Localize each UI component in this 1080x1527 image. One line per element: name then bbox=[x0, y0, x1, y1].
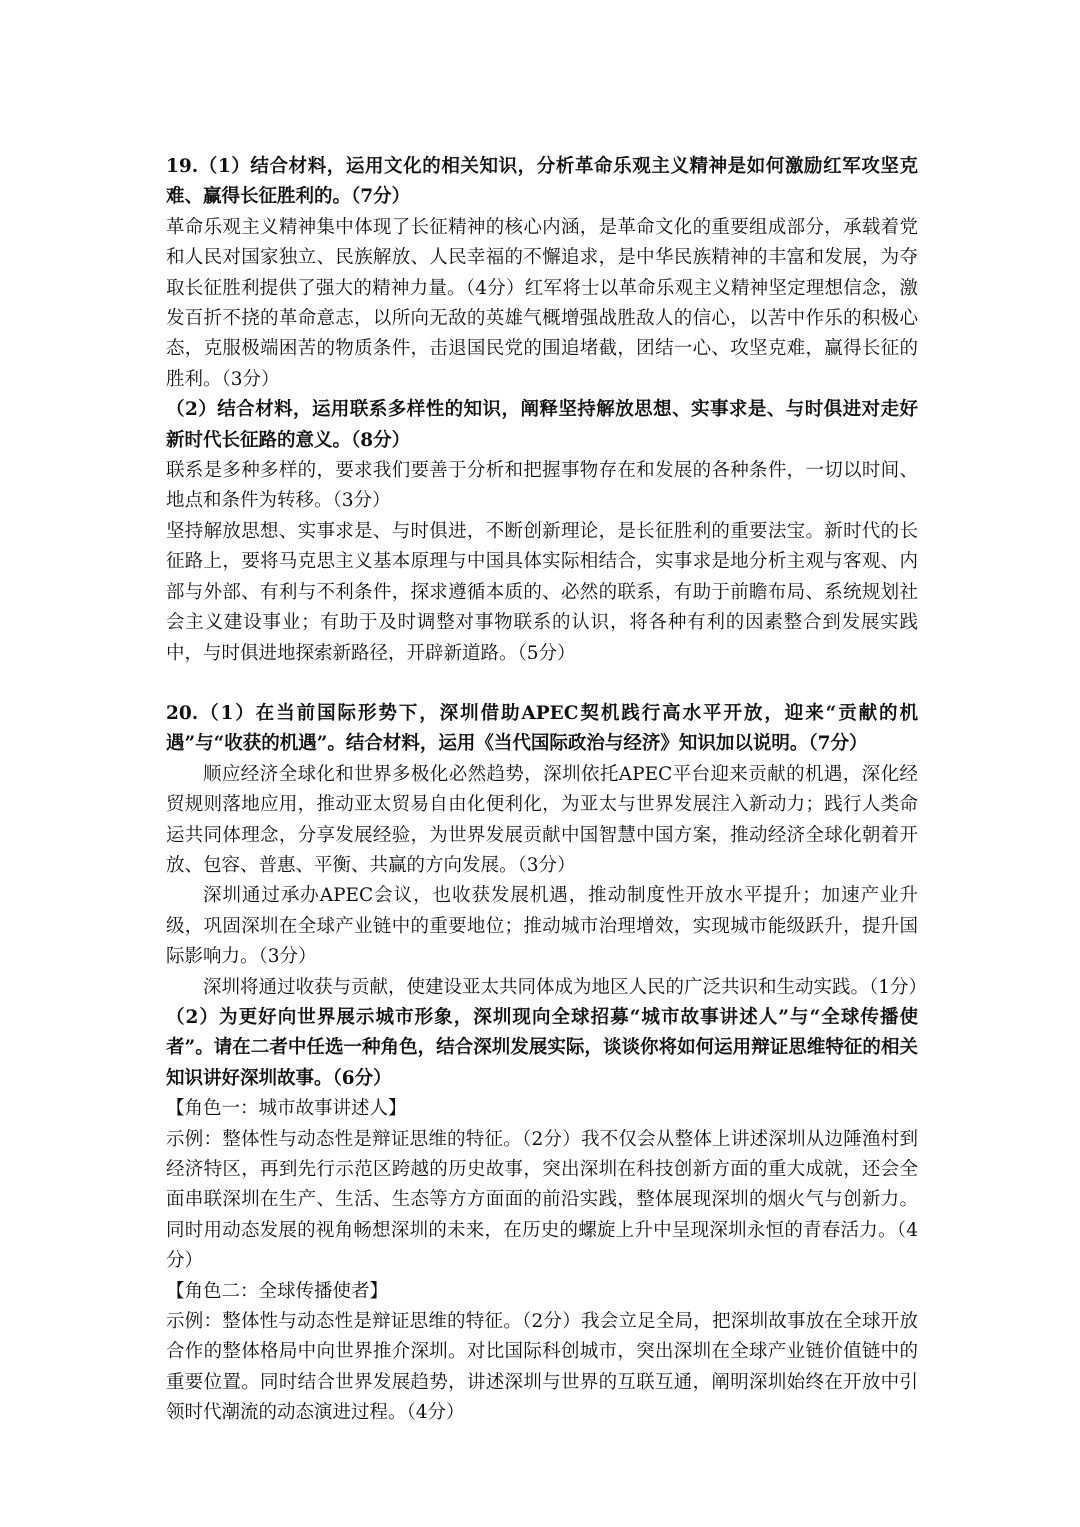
q19-part2-question: （2）结合材料，运用联系多样性的知识，阐释坚持解放思想、实事求是、与时俱进对走好新时代长征路的意义。（8分） bbox=[166, 399, 918, 451]
q19-part1-question: 19.（1）结合材料，运用文化的相关知识，分析革命乐观主义精神是如何激励红军攻坚克难、赢得长征胜利的。（7分） bbox=[166, 156, 918, 208]
question-20 bbox=[166, 699, 928, 1429]
q20-part1-answer-1: 顺应经济全球化和世界多极化必然趋势，深圳依托APEC平台迎来贡献的机遇，深化经贸规则落地应用，推动亚太贸易自由化便利化，为亚太与世界发展注入新动力；践行人类命运共同体理念，分享发展经验，为世界发展贡献中国智慧中国方案，推动经济全球化朝着开放、包容、普惠、平衡、共赢的方向发展。（3分） bbox=[166, 763, 918, 876]
q19-part2-answer-1: 联系是多种多样的，要求我们要善于分析和把握事物存在和发展的各种条件，一切以时间、地点和条件为转移。（3分） bbox=[166, 460, 918, 512]
q19-part2-answer-2: 坚持解放思想、实事求是、与时俱进，不断创新理论，是长征胜利的重要法宝。新时代的长征路上，要将马克思主义基本原理与中国具体实际相结合，实事求是地分析主观与客观、内部与外部、有利与不利条件，探求遵循本质的、必然的联系，有助于前瞻布局、系统规划社会主义建设事业；有助于及时调整对事物联系的认识，将各种有利的因素整合到发展实践中，与时俱进地探索新路径，开辟新道路。（5分） bbox=[166, 520, 918, 664]
role2-answer: 示例：整体性与动态性是辩证思维的特征。（2分）我会立足全局，把深圳故事放在全球开放合作的整体格局中向世界推介深圳。对比国际科创城市，突出深圳在全球产业链价值链中的重要位置。同时结合世界发展趋势，讲述深圳与世界的互联互通，阐明深圳始终在开放中引领时代潮流的动态演进过程。（4分） bbox=[166, 1311, 918, 1424]
role1-title: 【角色一：城市故事讲述人】 bbox=[166, 1098, 407, 1120]
role1-answer: 示例：整体性与动态性是辩证思维的特征。（2分）我不仅会从整体上讲述深圳从边陲渔村到经济特区，再到先行示范区跨越的历史故事，突出深圳在科技创新方面的重大成就，还会全面串联深圳在生产、生活、生态等方方面面的前沿实践，整体展现深圳的烟火气与创新力。同时用动态发展的视角畅想深圳的未来，在历史的螺旋上升中呈现深圳永恒的青春活力。（4分） bbox=[166, 1128, 918, 1272]
q20-part1-answer-3: 深圳将通过收获与贡献，使建设亚太共同体成为地区人民的广泛共识和生动实践。（1分） bbox=[203, 976, 928, 998]
section-spacer bbox=[166, 669, 918, 699]
role2-title: 【角色二：全球传播使者】 bbox=[166, 1280, 389, 1302]
q20-part2-question: （2）为更好向世界展示城市形象，深圳现向全球招募“城市故事讲述人”与“全球传播使者”。请在二者中任选一种角色，结合深圳发展实际，谈谈你将如何运用辩证思维特征的相关知识讲好深圳故事。（6分） bbox=[166, 1006, 918, 1089]
q20-part1-question: 20.（1）在当前国际形势下，深圳借助APEC契机践行高水平开放，迎来“贡献的机遇”与“收获的机遇”。结合材料，运用《当代国际政治与经济》知识加以说明。（7分） bbox=[166, 702, 918, 755]
answer-content bbox=[166, 152, 928, 1429]
q19-part1-answer: 革命乐观主义精神集中体现了长征精神的核心内涵，是革命文化的重要组成部分，承载着党和人民对国家独立、民族解放、人民幸福的不懈追求，是中华民族精神的丰富和发展，为夺取长征胜利提供了强大的精神力量。（4分）红军将士以革命乐观主义精神坚定理想信念，激发百折不挠的革命意志，以所向无敌的英雄气概增强战胜敌人的信心，以苦中作乐的积极心态，克服极端困苦的物质条件，击退国民党的围追堵截，团结一心、攻坚克难，赢得长征的胜利。（3分） bbox=[166, 216, 918, 390]
q20-part1-answer-2: 深圳通过承办APEC会议，也收获发展机遇，推动制度性开放水平提升；加速产业升级，巩固深圳在全球产业链中的重要地位；推动城市治理增效，实现城市能级跃升，提升国际影响力。（3分） bbox=[166, 885, 918, 968]
question-19 bbox=[166, 152, 918, 669]
